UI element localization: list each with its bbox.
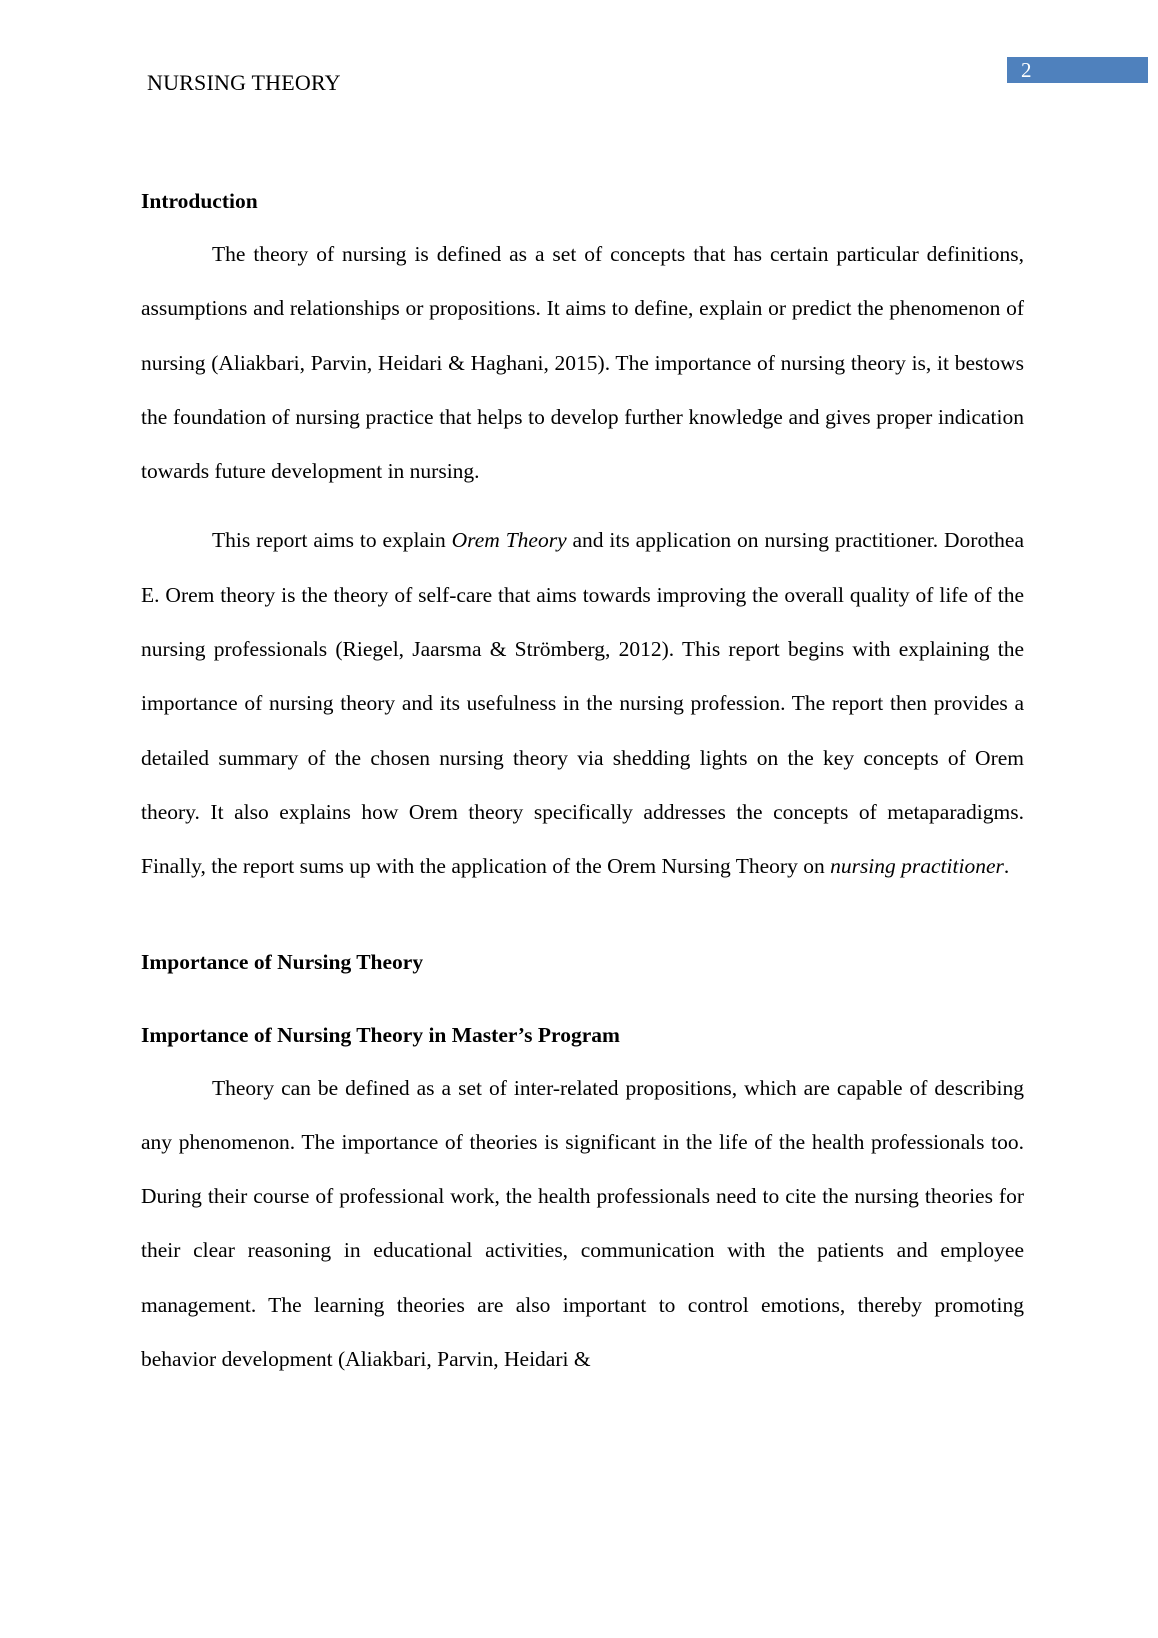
section-heading-introduction: Introduction — [141, 189, 258, 213]
subsection-heading-masters-program: Importance of Nursing Theory in Master’s Program — [141, 1022, 620, 1047]
paragraph-masters-1: Theory can be defined as a set of inter-related propositions, which are capable of describing any phenomenon. The importance of theories is significant in the life of the health professionals too. During their course of professional work, the health professionals need to cite the nursing theories for their clear reasoning in educational activities, communication with the patients and employee management. The learning theories are also important to control emotions, thereby promoting behavior development (Aliakbari, Parvin, Heidari & — [141, 1075, 1024, 1372]
page-number-badge: 2 — [1007, 57, 1148, 83]
paragraph-text-segment: This report aims to explain — [212, 528, 452, 553]
running-header-title: NURSING THEORY — [147, 70, 341, 95]
italic-term-nursing-practitioner: nursing practitioner — [830, 854, 1004, 879]
paragraph-introduction-1: The theory of nursing is defined as a set of concepts that has certain particular definitions, assumptions and relationships or propositions. It aims to define, explain or predict the phenomenon of nursing (Aliakbari, Parvin, Heidari & Haghani, 2015). The importance of nursing theory is, it bestows the foundation of nursing practice that helps to develop further knowledge and gives proper indication towards future development in nursing. — [141, 242, 1024, 484]
italic-term-orem-theory: Orem Theory — [451, 528, 567, 553]
section-heading-importance: Importance of Nursing Theory — [141, 949, 424, 974]
paragraph-text-segment: . — [1003, 854, 1010, 879]
paragraph-introduction-2 — [141, 513, 1024, 893]
document-body — [141, 185, 1024, 1386]
paragraph-text-segment: and its application on nursing practitioner. Dorothea E. Orem theory is the theory of self-care that aims towards improving the overall quality of life of the nursing professionals (Riegel, Jaarsma & Strömberg, 2012). This report begins with explaining the importance of nursing theory and its usefulness in the nursing profession. The report then provides a detailed summary of the chosen nursing theory via shedding lights on the key concepts of Orem theory. It also explains how Orem theory specifically addresses the concepts of metaparadigms. Finally, the report sums up with the application of the Orem Nursing Theory on — [141, 528, 1025, 879]
